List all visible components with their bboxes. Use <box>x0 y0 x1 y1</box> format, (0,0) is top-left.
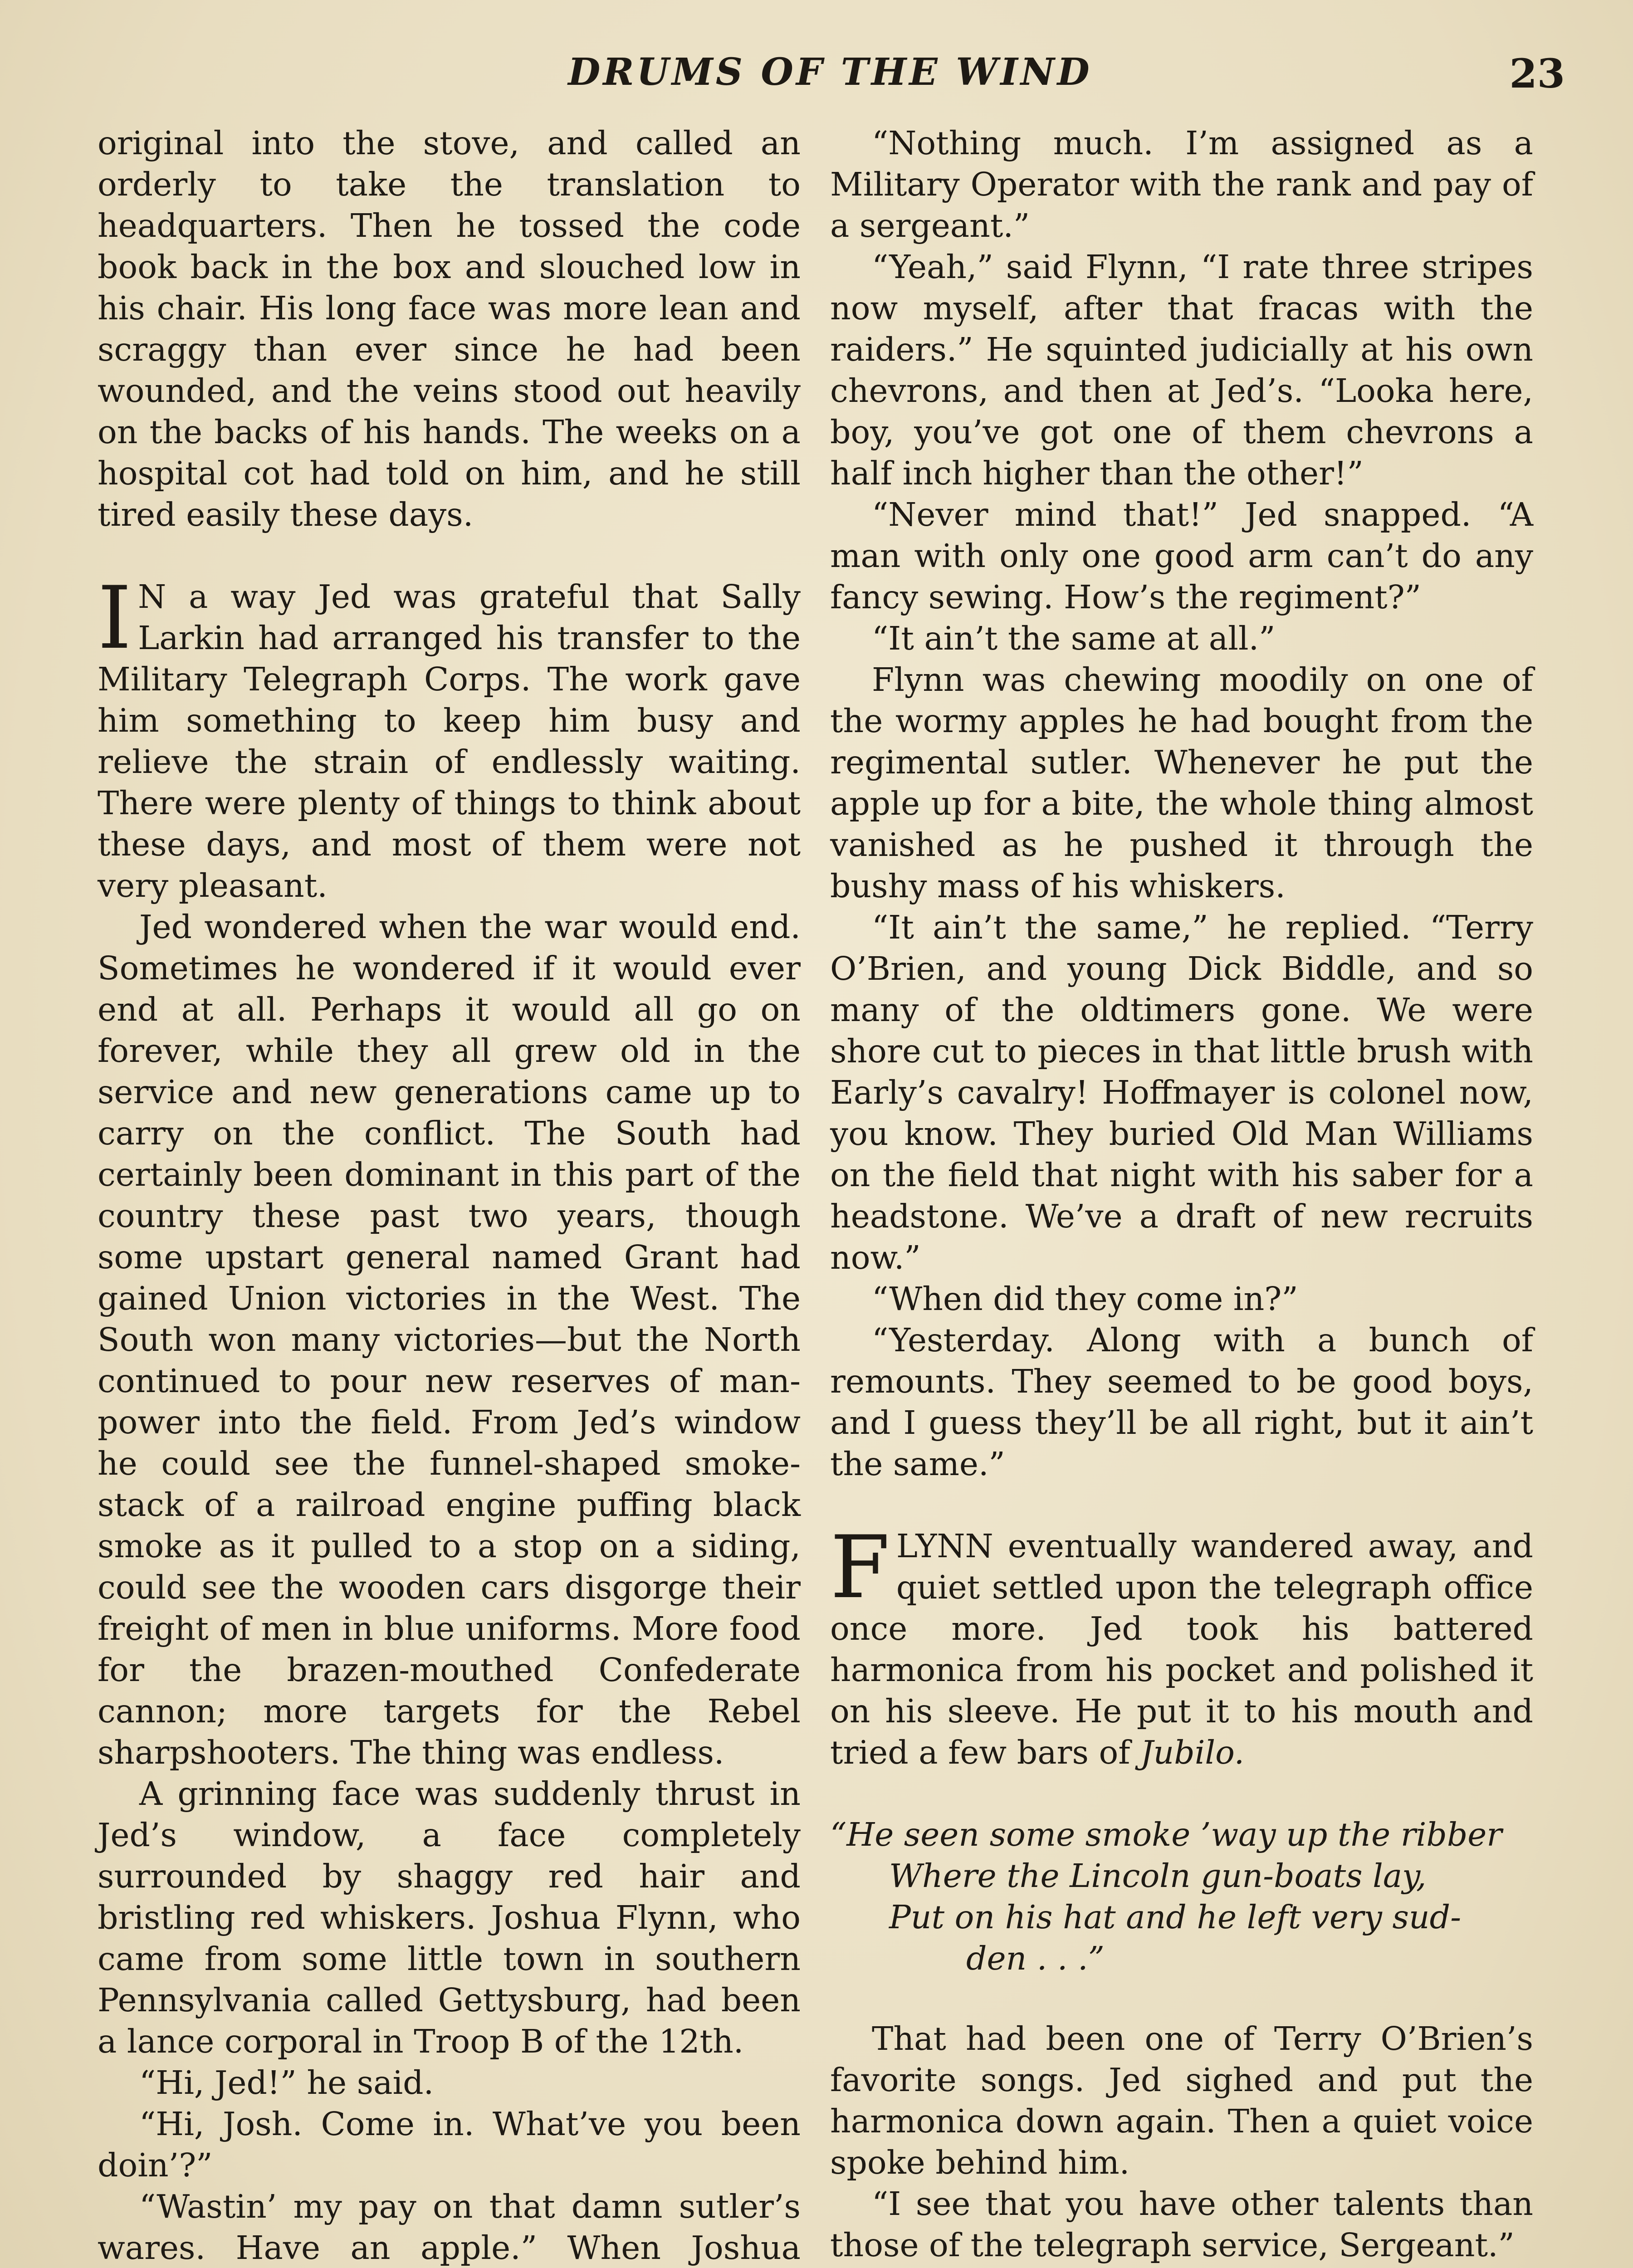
paragraph: That had been one of Terry O’Brien’s favorite songs. Jed sighed and put the harmonica down again. Then a quiet voice spoke behind him. <box>830 2020 1533 2181</box>
left-column <box>98 122 801 2268</box>
song-verse <box>830 1814 1533 1979</box>
paragraph: “Nothing much. I’m assigned as a Military Operator with the rank and pay of a sergeant.” <box>830 124 1533 244</box>
drop-cap: I <box>98 568 132 668</box>
paragraph: A grinning face was suddenly thrust in Jed’s window, a face completely surrounded by shaggy red hair and bristling red whiskers. Joshua Flynn, who came from some little town in southern Pennsylvania called Gettysburg, had been a lance corporal in Troop B of the 12th. <box>98 1775 801 2060</box>
section-opening-paragraph <box>830 1517 1533 1773</box>
paragraph: “Wastin’ my pay on that damn sutler’s wares. Have an apple.” When Joshua <box>98 2188 801 2267</box>
page-header <box>0 0 1633 118</box>
paragraph: “When did they come in?” <box>872 1280 1298 1318</box>
drop-cap: F <box>830 1517 890 1618</box>
verse-line: den . . .” <box>966 1940 1105 1977</box>
song-title: Jubilo. <box>1140 1734 1245 1771</box>
paragraph: “It ain’t the same,” he replied. “Terry O’Brien, and young Dick Biddle, and so many of the oldtimers gone. We were shore cut to pieces in that little brush with Early’s cavalry! Hoffmayer is colonel now, you know. They buried Old Man Williams on the field that night with his saber for a headstone. We’ve a draft of new recruits now.” <box>830 909 1533 1276</box>
paragraph-text: N a way Jed was grateful that Sally Larkin had arranged his transfer to the Military Telegraph Corps. The work gave him something to keep him busy and relieve the strain of endlessly waiting. There were plenty of things to think about these days, and most of them were not very pleasant. <box>98 578 801 904</box>
right-column <box>830 122 1533 2268</box>
paragraph: “Never mind that!” Jed snapped. “A man with only one good arm can’t do any fancy sewing. How’s the regiment?” <box>830 496 1533 616</box>
section-opening-paragraph <box>98 568 801 906</box>
running-title: DRUMS OF THE WIND <box>568 50 1092 94</box>
verse-line: Put on his hat and he left very sud- <box>889 1898 1462 1936</box>
paragraph: “Yeah,” said Flynn, “I rate three stripes now myself, after that fracas with the raiders.” He squinted judicially at his own chevrons, and then at Jed’s. “Looka here, boy, you’ve got one of them chevrons a half inch higher than the other!” <box>830 248 1533 492</box>
paragraph: “I see that you have other talents than those of the telegraph service, Sergeant.” <box>830 2185 1533 2264</box>
paragraph: Jed wondered when the war would end. Sometimes he wondered if it would ever end at all. Perhaps it would all go on forever, while they all grew old in the service and new generations came up to carry on the conflict. The South had certainly been dominant in this part of the country these past two years, though some upstart general named Grant had gained Union victories in the West. The South won many victories—but the North continued to pour new reserves of man-power into the field. From Jed’s window he could see the funnel-shaped smoke-stack of a railroad engine puffing black smoke as it pulled to a stop on a siding, could see the wooden cars disgorge their freight of men in blue uniforms. More food for the brazen-mouthed Confederate cannon; more targets for the Rebel sharpshooters. The thing was endless. <box>98 908 801 1771</box>
paragraph: “Hi, Josh. Come in. What’ve you been doin’?” <box>98 2105 801 2184</box>
paragraph: “Yesterday. Along with a bunch of remounts. They seemed to be good boys, and I guess they’ll be all right, but it ain’t the same.” <box>830 1321 1533 1483</box>
paragraph: “Hi, Jed!” he said. <box>139 2064 434 2102</box>
paragraph: original into the stove, and called an orderly to take the translation to headquarters. Then he tossed the code book back in the box and slouched low in his chair. His long face was more lean and scraggy than ever since he had been wounded, and the veins stood out heavily on the backs of his hands. The weeks on a hospital cot had told on him, and he still tired easily these days. <box>98 124 801 533</box>
verse-line: “He seen some smoke ’way up the ribber <box>830 1816 1502 1853</box>
paragraph: Flynn was chewing moodily on one of the wormy apples he had bought from the regimental sutler. Whenever he put the apple up for a bite, the whole thing almost vanished as he pushed it through the bushy mass of his whiskers. <box>830 661 1533 905</box>
paragraph <box>830 2266 1533 2268</box>
verse-line: Where the Lincoln gun-boats lay, <box>889 1857 1427 1895</box>
paragraph-text: LYNN eventually wandered away, and quiet settled upon the telegraph office once more. Jed took his battered harmonica from his pocket and polished it on his sleeve. He put it to his mouth and tried a few bars of <box>830 1527 1533 1771</box>
paragraph: “It ain’t the same at all.” <box>872 620 1276 657</box>
page-number: 23 <box>1509 50 1565 97</box>
